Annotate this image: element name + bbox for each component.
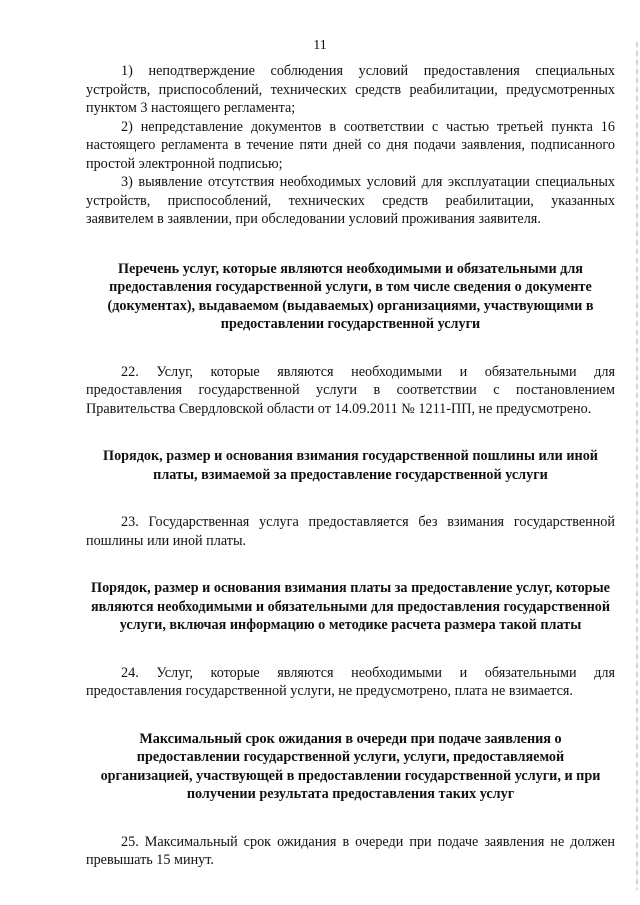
section-heading: Максимальный срок ожидания в очереди при подаче заявления о предоставлении государственной услуги, услуги, предоставляемой организацией, участвующей в предоставлении государственной услуги, и при получении результата предоставления таких услуг [100,730,601,802]
list-item: 2) непредставление документов в соответствии с частью третьей пункта 16 настоящего регламента в течение пяти дней со дня подачи заявления, подписанного простой электронной подписью; [86,118,615,172]
section-heading: Порядок, размер и основания взимания платы за предоставление услуг, которые являются необходимыми и обязательными для предоставления государственной услуги, включая информацию о методике расчета размера такой платы [90,580,611,633]
section-heading: Порядок, размер и основания взимания государственной пошлины или иной платы, взимаемой за предоставление государственной услуги [103,448,598,483]
paragraph: 23. Государственная услуга предоставляется без взимания государственной пошлины или иной платы. [86,514,615,549]
paragraph: 25. Максимальный срок ожидания в очереди при подаче заявления не должен превышать 15 минут. [86,833,615,868]
page-number: 11 [313,38,327,53]
paragraph: 22. Услуг, которые являются необходимыми и обязательными для предоставления государственной услуги в соответствии с постановлением Правительства Свердловской области от 14.09.2011 № 1211-ПП, не предусмотрено. [86,363,615,417]
list-item: 1) неподтверждение соблюдения условий предоставления специальных устройств, приспособлений, технических средств реабилитации, предусмотренных пунктом 3 настоящего регламента; [86,63,615,116]
list-item: 3) выявление отсутствия необходимых условий для эксплуатации специальных устройств, приспособлений, технических средств реабилитации, указанных заявителем в заявлении, при обследовании условий проживания заявителя. [86,174,615,227]
page-edge-marks [636,40,638,890]
section-heading: Перечень услуг, которые являются необходимыми и обязательными для предоставления государственной услуги, в том числе сведения о документе (документах), выдаваемом (выдаваемых) организациями, участвующими в предоставлении государственной услуги [107,260,594,332]
document-body [86,62,615,870]
paragraph: 24. Услуг, которые являются необходимыми и обязательными для предоставления государственной услуги, не предусмотрено, плата не взимается. [86,664,615,699]
